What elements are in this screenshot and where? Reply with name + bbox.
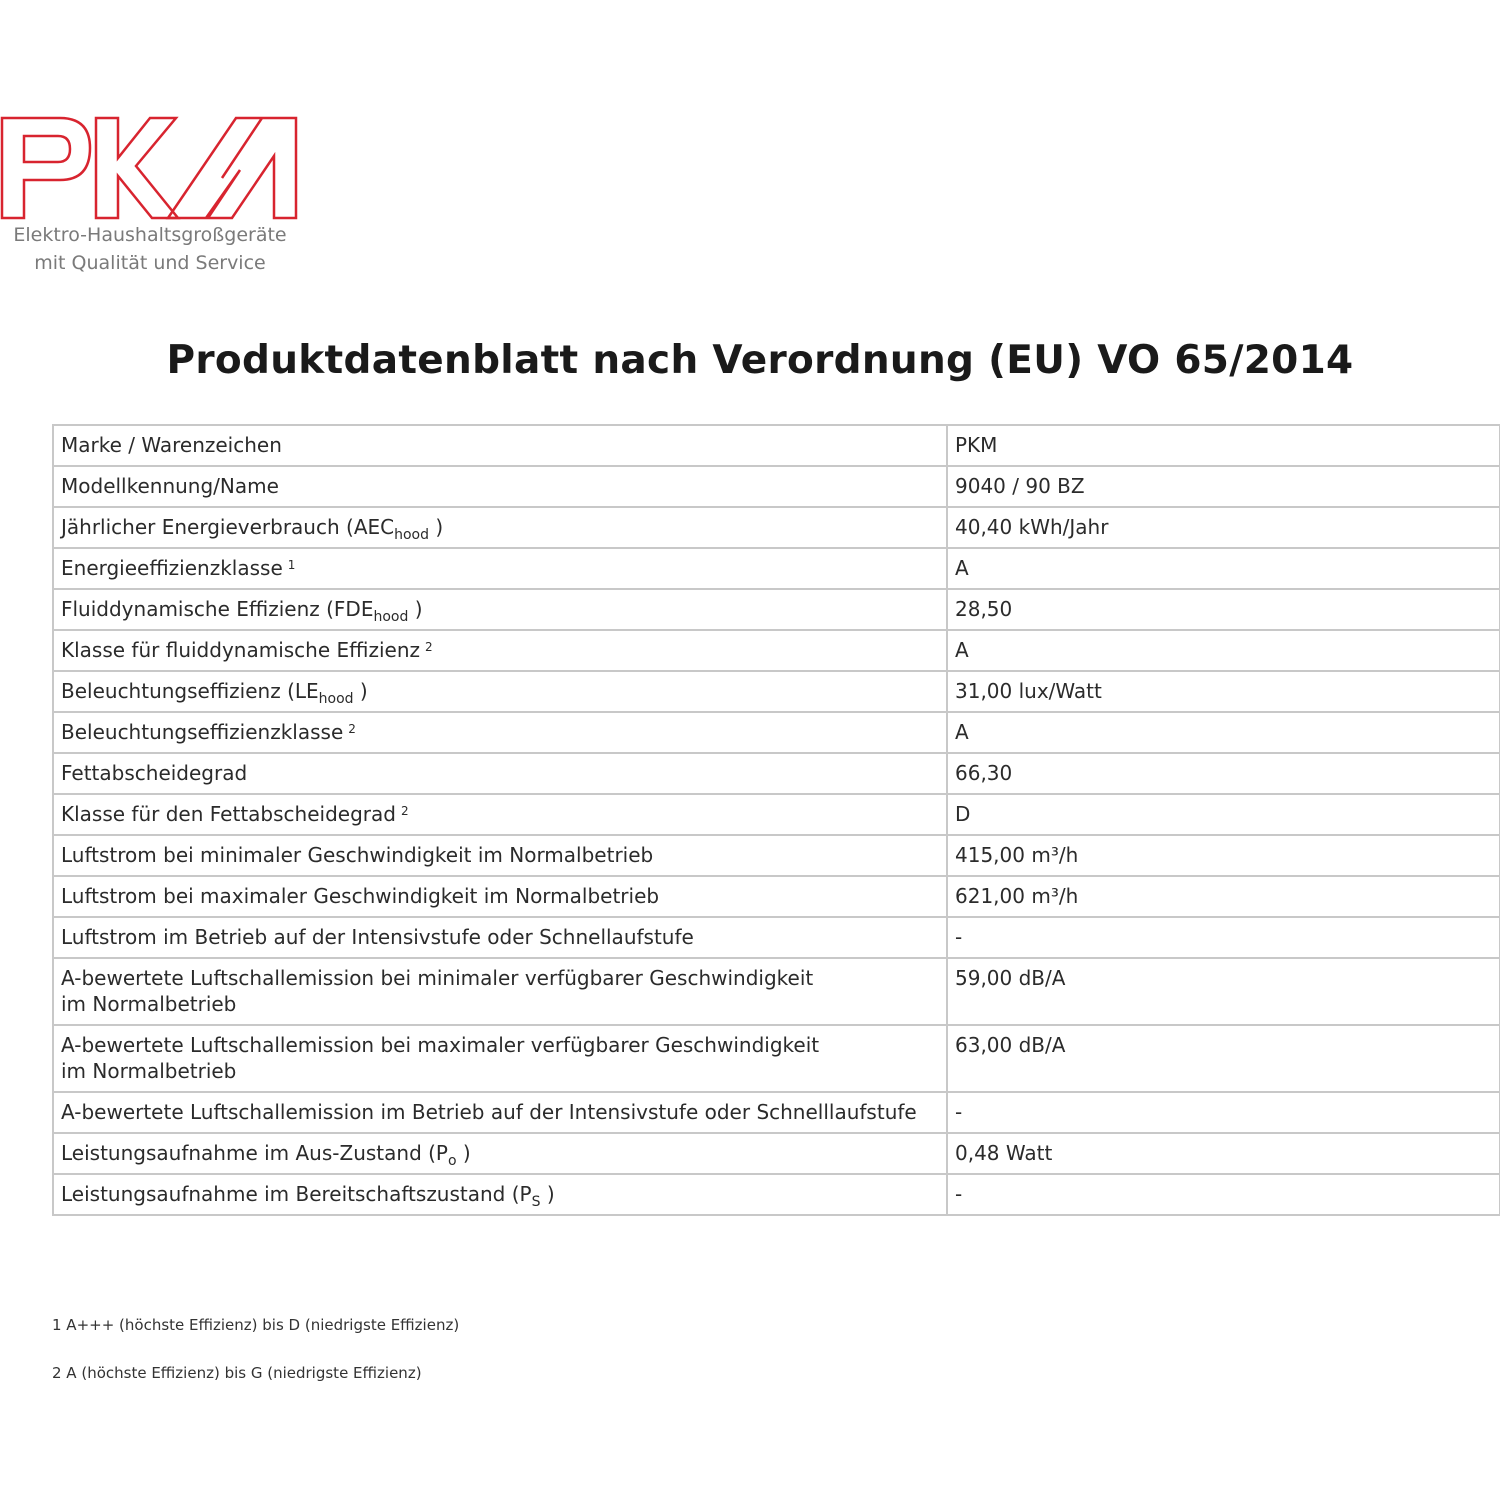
row-label-text: Beleuchtungseffizienzklasse: [61, 720, 344, 744]
row-value: 31,00 lux/Watt: [947, 671, 1500, 712]
table-row: [53, 712, 1500, 753]
row-label-text: Luftstrom bei maximaler Geschwindigkeit im Normalbetrieb: [61, 884, 660, 908]
row-label-tail: ): [456, 1141, 471, 1165]
company-logo: [0, 112, 300, 282]
row-label: [53, 671, 947, 712]
row-label-tail: ): [540, 1182, 555, 1206]
table-row: [53, 1092, 1500, 1133]
row-label-text: A-bewertete Luftschallemission im Betrieb auf der Intensivstufe oder Schnelllaufstufe: [61, 1100, 917, 1124]
logo-tagline-2: mit Qualität und Service: [34, 252, 266, 274]
row-label-text: Jährlicher Energieverbrauch (AEC: [61, 515, 395, 539]
row-label: [53, 1025, 947, 1092]
row-label-text: Energieeffizienzklasse: [61, 556, 283, 580]
row-label: [53, 425, 947, 466]
table-row: [53, 917, 1500, 958]
row-value: A: [947, 548, 1500, 589]
row-label-text: Modellkennung/Name: [61, 474, 279, 498]
table-row: [53, 753, 1500, 794]
row-label: [53, 1133, 947, 1174]
product-data-table: [52, 424, 1500, 1216]
table-row: [53, 876, 1500, 917]
row-label-subscript: hood: [394, 527, 429, 543]
row-label: [53, 835, 947, 876]
table-row: [53, 671, 1500, 712]
row-value: D: [947, 794, 1500, 835]
row-label: [53, 630, 947, 671]
row-label-subscript: hood: [318, 691, 354, 707]
table-row: [53, 1025, 1500, 1092]
table-row: [53, 589, 1500, 630]
row-label-text-line2: im Normalbetrieb: [61, 992, 237, 1016]
row-label-text: Leistungsaufnahme im Bereitschaftszustand (P: [61, 1182, 532, 1206]
footnote-2: 2 A (höchste Effizienz) bis G (niedrigste Effizienz): [52, 1364, 422, 1382]
row-value: 66,30: [947, 753, 1500, 794]
row-label-tail: ): [353, 679, 368, 703]
row-label: [53, 794, 947, 835]
row-label-subscript: o: [447, 1153, 457, 1169]
row-label-tail: ): [429, 515, 444, 539]
row-value: 28,50: [947, 589, 1500, 630]
footnote-marker: 2: [400, 804, 409, 818]
row-label: [53, 712, 947, 753]
row-label: [53, 589, 947, 630]
row-value: 40,40 kWh/Jahr: [947, 507, 1500, 548]
table-row: [53, 958, 1500, 1025]
footnote-marker: 1: [287, 558, 296, 572]
row-value: 621,00 m³/h: [947, 876, 1500, 917]
pkm-logo-mark: [0, 112, 300, 222]
row-label-text: Fettabscheidegrad: [61, 761, 248, 785]
page-title: Produktdatenblatt nach Verordnung (EU) VO 65/2014: [166, 338, 1354, 383]
row-label: [53, 876, 947, 917]
table-row: [53, 1174, 1500, 1215]
row-label-text: Beleuchtungseffizienz (LE: [61, 679, 319, 703]
table-row: [53, 794, 1500, 835]
row-value: -: [947, 1092, 1500, 1133]
row-value: A: [947, 712, 1500, 753]
table-row: [53, 466, 1500, 507]
row-label-text-line2: im Normalbetrieb: [61, 1059, 237, 1083]
row-label-text: A-bewertete Luftschallemission bei minimaler verfügbarer Geschwindigkeit: [61, 966, 814, 990]
row-label: [53, 1092, 947, 1133]
row-value: 415,00 m³/h: [947, 835, 1500, 876]
row-value: 0,48 Watt: [947, 1133, 1500, 1174]
row-label-text: Fluiddynamische Effizienz (FDE: [61, 597, 374, 621]
table-row: [53, 548, 1500, 589]
row-value: 63,00 dB/A: [947, 1025, 1500, 1092]
row-label: [53, 1174, 947, 1215]
logo-tagline-1: Elektro-Haushaltsgroßgeräte: [13, 224, 287, 246]
row-label-text: Luftstrom bei minimaler Geschwindigkeit im Normalbetrieb: [61, 843, 654, 867]
row-label: [53, 466, 947, 507]
row-label-tail: ): [408, 597, 423, 621]
table-row: [53, 630, 1500, 671]
row-label-text: Klasse für den Fettabscheidegrad: [61, 802, 396, 826]
row-label-subscript: S: [531, 1194, 541, 1210]
row-label: [53, 548, 947, 589]
row-label-text: Marke / Warenzeichen: [61, 433, 282, 457]
table-row: [53, 1133, 1500, 1174]
row-label-text: Klasse für fluiddynamische Effizienz: [61, 638, 421, 662]
footnote-marker: 2: [348, 722, 356, 736]
row-label: [53, 917, 947, 958]
row-value: -: [947, 1174, 1500, 1215]
row-value: PKM: [947, 425, 1500, 466]
row-label-text: A-bewertete Luftschallemission bei maximaler verfügbarer Geschwindigkeit: [61, 1033, 820, 1057]
row-label: [53, 753, 947, 794]
row-value: A: [947, 630, 1500, 671]
row-label-text: Luftstrom im Betrieb auf der Intensivstufe oder Schnellaufstufe: [61, 925, 694, 949]
table-row: [53, 425, 1500, 466]
row-label: [53, 958, 947, 1025]
row-value: 59,00 dB/A: [947, 958, 1500, 1025]
table-row: [53, 507, 1500, 548]
footnote-1: 1 A+++ (höchste Effizienz) bis D (niedrigste Effizienz): [52, 1316, 460, 1334]
row-value: -: [947, 917, 1500, 958]
footnote-marker: 2: [425, 640, 433, 654]
table-row: [53, 835, 1500, 876]
row-label-text: Leistungsaufnahme im Aus-Zustand (P: [61, 1141, 448, 1165]
row-label-subscript: hood: [373, 609, 409, 625]
row-label: [53, 507, 947, 548]
row-value: 9040 / 90 BZ: [947, 466, 1500, 507]
